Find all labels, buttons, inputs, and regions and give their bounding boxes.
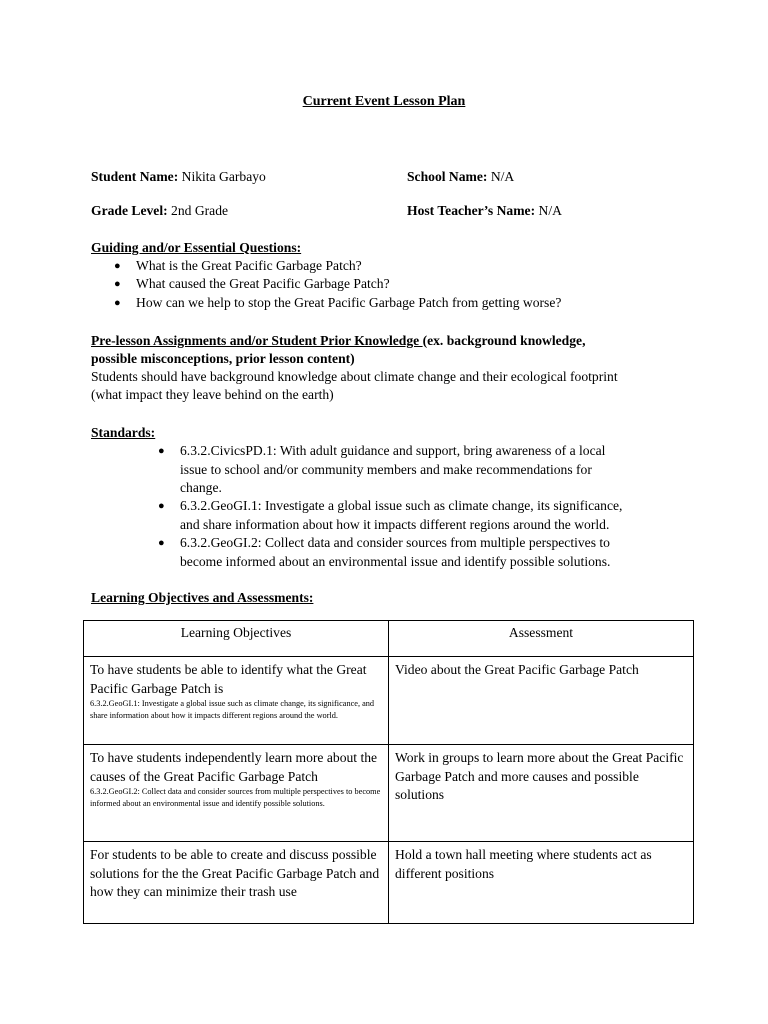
grade-level-value: 2nd Grade [171, 203, 229, 218]
student-name-label: Student Name: [91, 169, 179, 184]
prelesson-heading-line1 [91, 332, 585, 350]
table-header-row [84, 621, 694, 657]
guiding-questions-list [114, 257, 561, 312]
school-name-label: School Name: [407, 169, 488, 184]
host-teacher-value: N/A [538, 203, 562, 218]
objectives-table [83, 620, 694, 924]
grade-level-row [91, 202, 228, 220]
objective-text: To have students be able to identify what the Great Pacific Garbage Patch is [90, 662, 367, 696]
prelesson-heading-note: (ex. background knowledge, [422, 333, 586, 348]
table-row [84, 745, 694, 842]
objective-cell [84, 842, 389, 924]
school-name-value: N/A [490, 169, 515, 184]
student-name-value: Nikita Garbayo [181, 169, 266, 184]
table-row [84, 842, 694, 924]
assessment-cell: Work in groups to learn more about the Great Pacific Garbage Patch and more causes and possible solutions [389, 745, 694, 842]
document-page: Current Event Lesson Plan Student Name: Nikita Garbayo School Name: N/A Grade Level: 2nd Grade Host Teacher’s Name: N/A Guiding and/or Essential Questions: ● What is the Great Pacific Garbage Patch? ● What caused the Great Pacific Garbage Patch? ● How can we help to stop the Great Pacific Garbage Patch from getting worse? Pre-lesson Assignments and/or Student Prior Knowledge (ex. background knowledge, possible misconceptions, prior lesson content) Students should have background knowledge about climate change and their ecological footprint (what impact they leave behind on the earth) Standards: ● 6.3.2.CivicsPD.1: With adult guidance and support, bring awareness of a local issue to school and/or community members and make recommendations for change. ● 6.3.2.GeoGI.1: Investigate a global issue such as climate change, its significance, and share information about how it impacts different regions around the world. ● 6.3.2.GeoGI.2: Collect data and consider sources from multiple perspectives to become informed about an environmental issue and identify possible solutions. Learning Objectives and Assessments: Learning Objectives Assessment To have students be able to identify what the Great Pacific Garbage Patch is 6.3.2.GeoGI.1: Investigate a global issue such as climate change, its significance, and share information about how it impacts different regions around the world. Video about the Great Pacific Garbage Patch To have students independently learn more about the causes of the Great Pacific Garbage Patch 6.3.2.GeoGI.2: Collect data and consider sources from multiple perspectives to become informed about an environmental issue and identify possible solutions. Work in groups to learn more about the Great Pacific Garbage Patch and more causes and possible solutions For students to be able to create and discuss possible solutions for the the Great Pacific Garbage Patch and how they can minimize their trash use Hold a town hall meeting where students act as different positions [0, 0, 768, 1024]
bullet-icon: ● [158, 500, 165, 512]
grade-level-label: Grade Level: [91, 203, 168, 218]
objective-text: For students to be able to create and discuss possible solutions for the the Great Pacific Garbage Patch and how they can minimize their trash use [90, 847, 380, 900]
page-title: Current Event Lesson Plan [302, 94, 466, 109]
bullet-icon: ● [158, 445, 165, 457]
assessment-cell: Hold a town hall meeting where students act as different positions [389, 842, 694, 924]
school-name-row [407, 168, 514, 186]
objective-text: To have students independently learn more about the causes of the Great Pacific Garbage Patch [90, 750, 378, 784]
prelesson-body-line1: Students should have background knowledge about climate change and their ecological footprint [91, 369, 618, 384]
bullet-icon: ● [158, 537, 165, 549]
prelesson-heading-line2: possible misconceptions, prior lesson content) [91, 351, 355, 366]
objective-cell [84, 745, 389, 842]
list-item: ● How can we help to stop the Great Pacific Garbage Patch from getting worse? [114, 294, 562, 310]
column-header-assessment: Assessment [389, 621, 694, 657]
table-row [84, 657, 694, 745]
objective-cell [84, 657, 389, 745]
standards-heading: Standards: [91, 425, 156, 440]
list-item: ● What caused the Great Pacific Garbage Patch? [114, 276, 390, 292]
objective-standard: 6.3.2.GeoGI.1: Investigate a global issue such as climate change, its significance, and share information about how it impacts different regions around the world. [90, 699, 375, 721]
host-teacher-label: Host Teacher’s Name: [407, 203, 536, 218]
assessment-cell: Video about the Great Pacific Garbage Patch [389, 657, 694, 745]
prelesson-heading: Pre-lesson Assignments and/or Student Prior Knowledge [91, 333, 423, 348]
column-header-objectives: Learning Objectives [84, 621, 389, 657]
objective-standard: 6.3.2.GeoGI.2: Collect data and consider sources from multiple perspectives to become informed about an environmental issue and identify possible solutions. [90, 787, 381, 809]
student-name-row [91, 168, 266, 186]
guiding-questions-heading: Guiding and/or Essential Questions: [91, 240, 302, 255]
objectives-heading: Learning Objectives and Assessments: [91, 590, 314, 605]
host-teacher-row [407, 202, 562, 220]
prelesson-body-line2: (what impact they leave behind on the earth) [91, 387, 334, 402]
list-item: ● What is the Great Pacific Garbage Patch? [114, 258, 362, 273]
